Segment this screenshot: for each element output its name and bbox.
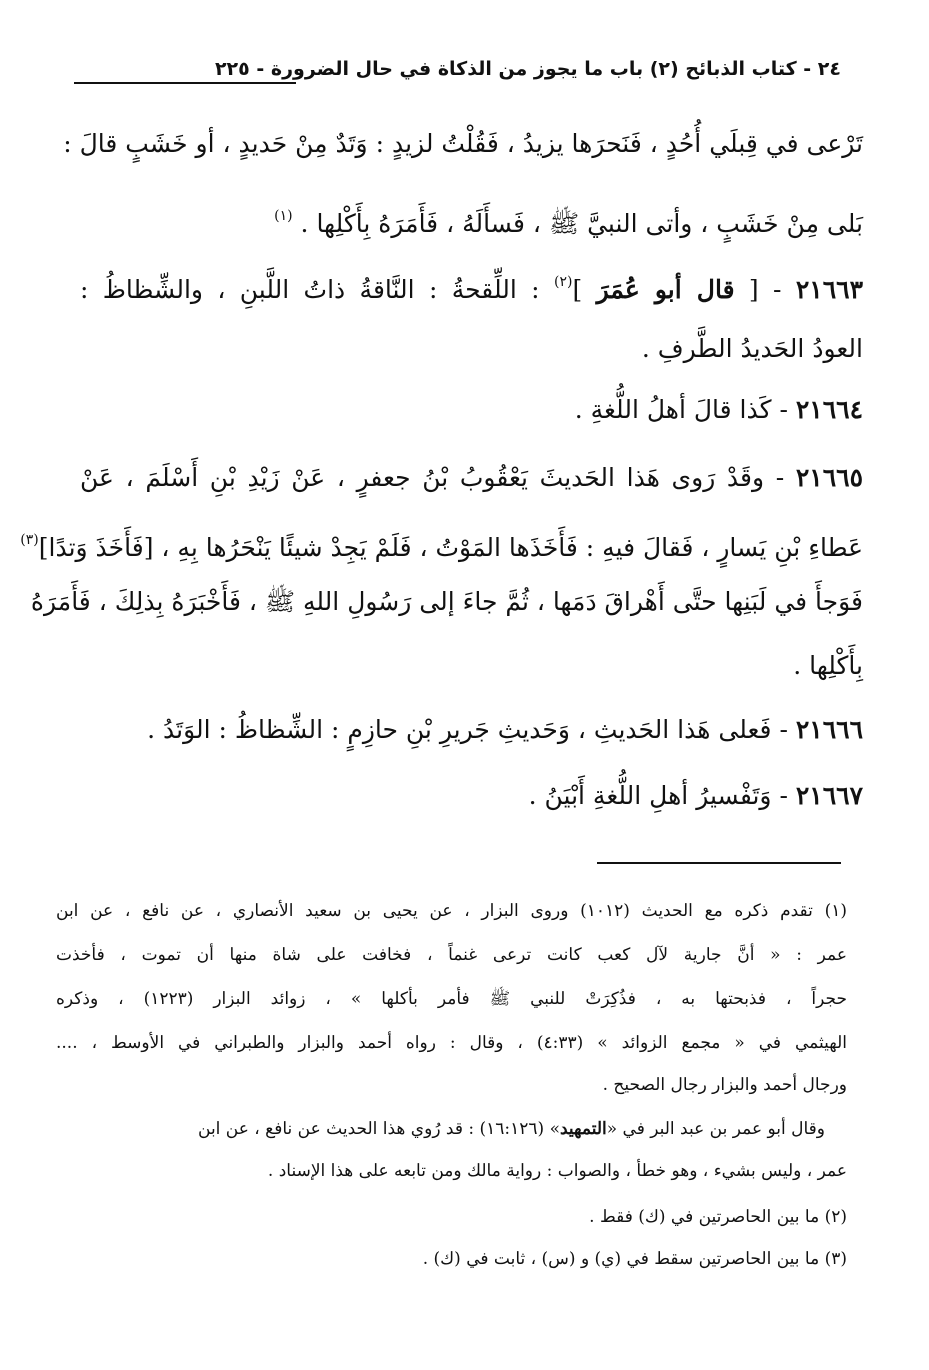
body-line [80, 194, 863, 246]
paragraph-number: ٢١٦٦٦ [795, 715, 863, 744]
paragraph-number: ٢١٦٦٧ [795, 781, 863, 810]
footnote-text: وقال أبو عمر بن عبد البر في « [606, 1119, 825, 1139]
footnote-ref[interactable]: (٢) [553, 274, 573, 290]
footnote-separator [597, 862, 841, 864]
footnote-line [56, 984, 847, 1014]
hadith-paragraph [80, 708, 863, 752]
footnote-text: عمر ، وليس بشيء ، وهو خطأ ، والصواب : رواية مالك ومن تابعه على هذا الإسناد . [267, 1161, 847, 1181]
running-header-text: ٢٤ - كتاب الذبائح (٢) باب ما يجوز من الذكاة في حال الضرورة - ٢٢٥ [214, 58, 841, 80]
footnote-text: (١) تقدم ذكره مع الحديث (١٠١٢) وروى البزار ، عن يحيى بن سعيد الأنصاري ، عن نافع ، عن ابن [56, 901, 847, 921]
footnote-line [56, 940, 847, 970]
body-text: - وقَدْ رَوى هَذا الحَديثَ يَعْقُوبُ بْنُ جعفرٍ ، عَنْ زَيْدِ بْنِ أَسْلَمَ ، عَنْ [80, 463, 785, 492]
attribution: قال أبو عُمَرَ [596, 275, 735, 304]
body-text: - وَتَفْسيرُ أهلِ اللُّغةِ أَبْيَنُ . [528, 781, 788, 810]
hadith-paragraph [80, 456, 863, 500]
footnote-text: » (١٦:١٢٦) : قد رُوي هذا الحديث عن نافع ، عن ابن [198, 1119, 560, 1139]
hadith-paragraph [80, 388, 863, 432]
body-text: تَرْعى في قِبلَي أُحُدٍ ، فَنَحرَها يزيدُ ، فَقُلْتُ لزيدٍ : وَتَدٌ مِنْ حَديدٍ ، أو خَشَبٍ قالَ : [63, 129, 863, 158]
footnote-text: حجراً ، فذبحتها به ، فذُكِرَتْ للنبي ﷺ فأمر بأكلها » ، زوائد البزار (١٢٢٣) ، وذكره [56, 989, 847, 1009]
footnote-line [56, 896, 847, 926]
body-text: بِأَكْلِها . [793, 651, 863, 680]
header-rule [74, 82, 296, 84]
hadith-paragraph [80, 260, 863, 312]
footnote-line [56, 1114, 825, 1144]
body-line [20, 518, 863, 570]
body-text: عَطاءِ بْنِ يَسارٍ ، فَقالَ فيهِ : فَأَخَذَها المَوْتُ ، فَلَمْ يَجِدْ شيئًا يَنْحَرُها بِهِ ، [161, 533, 863, 562]
body-text: ] [572, 275, 583, 304]
body-text: العودُ الحَديدُ الطَّرفِ . [641, 334, 863, 363]
footnote-ref[interactable]: (١) [274, 208, 293, 224]
footnote-text: ورجال أحمد والبزار رجال الصحيح . [602, 1075, 847, 1095]
footnote-text: عمر : « أنَّ جارية لآل كعب كانت ترعى غنماً ، فخافت على شاة منها أن تموت ، فأخذت [56, 945, 847, 965]
body-line [80, 327, 863, 371]
body-text: - كَذا قالَ أهلُ اللُّغةِ . [574, 395, 788, 424]
footnote-line [56, 1028, 847, 1058]
footnote-line [56, 1070, 847, 1100]
footnote-text: (٣) ما بين الحاصرتين سقط في (ي) و (س) ، ثابت في (ك) . [422, 1249, 847, 1269]
body-text: - [ [748, 275, 782, 304]
body-line [30, 580, 863, 624]
footnote-text: (٢) ما بين الحاصرتين في (ك) فقط . [589, 1207, 847, 1227]
footnote-ref[interactable]: (٣) [20, 532, 39, 548]
paragraph-number: ٢١٦٦٤ [795, 395, 863, 424]
footnote-2 [56, 1202, 847, 1232]
hadith-paragraph [80, 774, 863, 818]
body-text: فَوَجأَ في لَبَنِها حتَّى أَهْراقَ دَمَها ، ثُمَّ جاءَ إلى رَسُولِ اللهِ ﷺ ، فَأَخْبَرَهُ بِذلِكَ ، فَأَمَرَهُ [30, 587, 863, 616]
footnote-3 [56, 1244, 847, 1274]
footnote-line [56, 1156, 847, 1186]
body-line [80, 644, 863, 688]
bracketed-text: [فَأَخَذَ وَتدًا] [38, 533, 154, 562]
footnote-text: الهيثمي في « مجمع الزوائد » (٤:٣٣) ، وقال : رواه أحمد والبزار والطبراني في الأوسط ، .... [56, 1033, 848, 1053]
body-line [63, 122, 863, 166]
body-text: : اللِّقحةُ : النَّاقةُ ذاتُ اللَّبنِ ، والشِّظاظُ : [80, 275, 540, 304]
paragraph-number: ٢١٦٦٣ [795, 275, 864, 304]
running-header [74, 58, 841, 98]
book-title: التمهيد [559, 1119, 607, 1139]
paragraph-number: ٢١٦٦٥ [795, 463, 864, 492]
body-text: بَلى مِنْ خَشَبٍ ، وأتى النبيَّ ﷺ ، فَسأَلَهُ ، فَأَمَرَهُ بِأَكْلِها . [300, 209, 863, 238]
body-text: - فَعلى هَذا الحَديثِ ، وَحَديثِ جَريرِ بْنِ حازِمٍ : الشِّظاظُ : الوَتَدُ . [147, 715, 788, 744]
